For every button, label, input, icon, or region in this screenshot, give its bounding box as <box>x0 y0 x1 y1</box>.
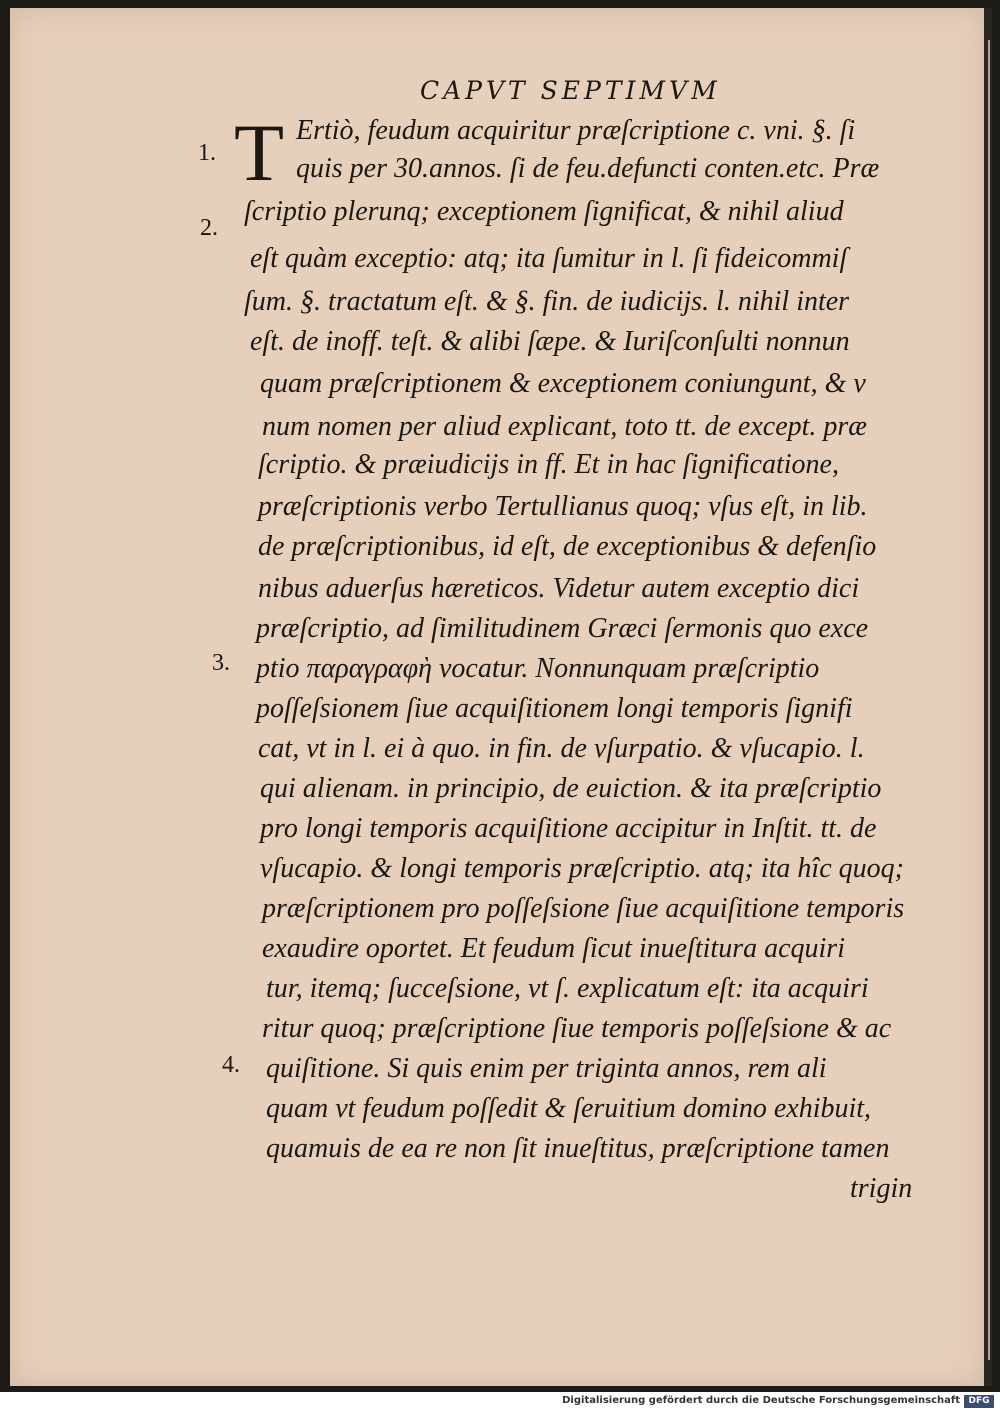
page-edge-line <box>988 40 990 1360</box>
text-line: quamuis de ea re non ſit inueſtitus, præſcriptione tamen <box>266 1133 890 1164</box>
margin-number: 2. <box>200 215 218 241</box>
margin-number: 3. <box>212 650 230 676</box>
dfg-logo: DFG <box>964 1395 994 1408</box>
text-line: ſum. §. tractatum eſt. & §. fin. de iudicijs. l. nihil inter <box>244 286 850 317</box>
text-line: quam præſcriptionem & exceptionem coniungunt, & v <box>260 368 866 399</box>
text-line: ptio παραγραφὴ vocatur. Nonnunquam præſcriptio <box>256 653 820 684</box>
text-line: tur, itemq; ſucceſsione, vt ſ. explicatum eſt: ita acquiri <box>266 973 869 1004</box>
text-line: nibus aduerſus hæreticos. Videtur autem exceptio dici <box>258 573 860 604</box>
text-line: qui alienam. in principio, de euiction. & ita præſcriptio <box>260 773 882 804</box>
text-line: exaudire oportet. Et feudum ſicut inueſtitura acquiri <box>262 933 845 964</box>
text-line: ſcriptio. & præiudicijs in ff. Et in hac ſignificatione, <box>258 449 839 480</box>
text-line: quam vt feudum poſſedit & ſeruitium domino exhibuit, <box>266 1093 872 1124</box>
running-head: CAPVT SEPTIMVM <box>420 76 721 105</box>
text-line: cat, vt in l. ei à quo. in fin. de vſurpatio. & vſucapio. l. <box>258 733 865 764</box>
text-line: eſt quàm exceptio: atq; ita ſumitur in l. ſi fideicommiſ <box>250 243 848 274</box>
margin-number: 1. <box>198 140 216 166</box>
text-line: quis per 30.annos. ſi de feu.defuncti conten.etc. Præ <box>296 153 880 184</box>
footer-bar <box>0 1392 1000 1412</box>
text-line: vſucapio. & longi temporis præſcriptio. atq; ita hîc quoq; <box>260 853 904 884</box>
text-line: eſt. de inoff. teſt. & alibi ſæpe. & Iuriſconſulti nonnun <box>250 326 850 357</box>
drop-cap: T <box>234 107 285 198</box>
text-line: Ertiò, feudum acquiritur præſcriptione c. vni. §. ſi <box>296 115 856 146</box>
text-line: poſſeſsionem ſiue acquiſitionem longi temporis ſignifi <box>256 693 853 724</box>
text-line: quiſitione. Si quis enim per triginta annos, rem ali <box>266 1053 827 1084</box>
text-line: pro longi temporis acquiſitione accipitur in Inſtit. tt. de <box>260 813 877 844</box>
text-line: de præſcriptionibus, id eſt, de exceptionibus & defenſio <box>258 531 877 562</box>
text-line: num nomen per aliud explicant, toto tt. de except. præ <box>262 411 867 442</box>
text-line: trigin <box>850 1173 913 1204</box>
text-line: ritur quoq; præſcriptione ſiue temporis poſſeſsione & ac <box>262 1013 892 1044</box>
text-line: præſcriptionis verbo Tertullianus quoq; vſus eſt, in lib. <box>258 491 868 522</box>
text-line: ſcriptio plerunq; exceptionem ſignificat, & nihil aliud <box>244 196 844 227</box>
margin-number: 4. <box>222 1052 240 1078</box>
text-line: præſcriptio, ad ſimilitudinem Græci ſermonis quo exce <box>256 613 869 644</box>
funding-notice: Digitalisierung gefördert durch die Deutsche Forschungsgemeinschaft <box>562 1395 960 1406</box>
text-line: præſcriptionem pro poſſeſsione ſiue acquiſitione temporis <box>262 893 905 924</box>
